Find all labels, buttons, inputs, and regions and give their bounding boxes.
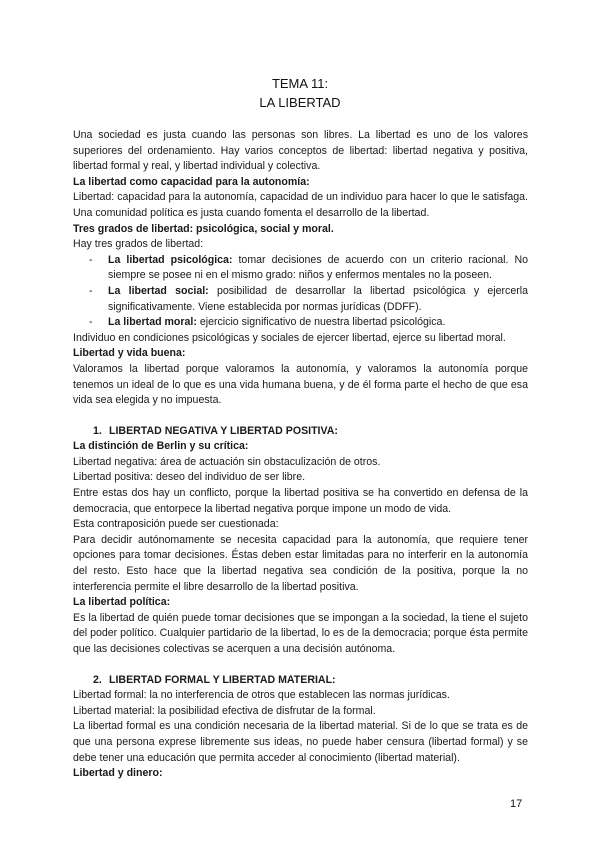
document-title bbox=[0, 74, 600, 112]
money-heading: Libertad y dinero: bbox=[73, 767, 163, 780]
list-item-term: La libertad moral: bbox=[108, 316, 197, 329]
degrees-closing: Individuo en condiciones psicológicas y sociales de ejercer libertad, ejerce su libertad moral. bbox=[73, 331, 506, 344]
negative-liberty-definition: Libertad negativa: área de actuación sin obstaculización de otros. bbox=[73, 455, 381, 468]
degrees-list bbox=[73, 253, 528, 331]
section-number: 1. bbox=[93, 424, 102, 437]
list-item bbox=[73, 284, 528, 315]
list-item-term: La libertad psicológica: bbox=[108, 253, 233, 266]
good-life-paragraph: Valoramos la libertad porque valoramos la autonomía, y valoramos la autonomía porque tenemos un ideal de lo que es una vida humana buena, y de él forma parte el hecho de que esa vida sea elegida y no impuesta. bbox=[73, 362, 528, 407]
section-title: LIBERTAD FORMAL Y LIBERTAD MATERIAL: bbox=[109, 673, 336, 686]
political-liberty-paragraph: Es la libertad de quién puede tomar decisiones que se impongan a la sociedad, la tiene el sujeto del poder político. Cualquier partidario de la libertad, lo es de la democracia; porque ésta permite que las decisiones colectivas se acerquen a una decisión autónoma. bbox=[73, 611, 528, 655]
autonomy-paragraph: Para decidir autónomamente se necesita capacidad para la autonomía, que requiere tener opciones para tomar decisiones. Éstas deben estar limitadas para no interferir en la autonomía del resto. Esto hace que la libertad negativa sea condición de la positiva, porque la no interferencia permite el libre desarrollo de la libertad positiva. bbox=[73, 533, 528, 593]
page-number: 17 bbox=[510, 798, 523, 810]
list-item-text: posibilidad de desarrollar la libertad psicológica y ejercerla significativamente. Viene establecida por normas jurídicas (DDFF). bbox=[108, 284, 529, 313]
degrees-lead: Hay tres grados de libertad: bbox=[73, 238, 204, 251]
positive-liberty-definition: Libertad positiva: deseo del individuo de ser libre. bbox=[73, 471, 306, 484]
political-liberty-heading: La libertad política: bbox=[73, 596, 171, 609]
questioning-lead: Esta contraposición puede ser cuestionada: bbox=[73, 518, 279, 531]
material-liberty-definition: Libertad material: la posibilidad efectiva de disfrutar de la formal. bbox=[73, 704, 376, 717]
title-line-1: TEMA 11: bbox=[271, 76, 329, 91]
conflict-paragraph: Entre estas dos hay un conflicto, porque la libertad positiva se ha convertido en defensa de la democracia, que entorpece la libertad negativa porque impone un modo de vida. bbox=[73, 487, 528, 515]
berlin-heading: La distinción de Berlin y su crítica: bbox=[73, 440, 249, 453]
capacity-paragraph: Libertad: capacidad para la autonomía, capacidad de un individuo para hacer lo que le satisfaga. Una comunidad política es justa cuando fomenta el desarrollo de la libertad. bbox=[73, 191, 528, 219]
capacity-heading: La libertad como capacidad para la autonomía: bbox=[73, 175, 310, 188]
dash-bullet: - bbox=[89, 253, 93, 266]
section-number: 2. bbox=[93, 673, 102, 686]
list-item bbox=[73, 315, 528, 331]
good-life-heading: Libertad y vida buena: bbox=[73, 347, 186, 360]
degrees-heading: Tres grados de libertad: psicológica, social y moral. bbox=[73, 222, 334, 235]
section-2-heading bbox=[73, 673, 528, 689]
intro-paragraph: Una sociedad es justa cuando las personas son libres. La libertad es uno de los valores superiores del ordenamiento. Hay varios conceptos de libertad: libertad negativa y positiva, libertad formal y real, y libertad individual y colectiva. bbox=[73, 129, 528, 173]
list-item-term: La libertad social: bbox=[108, 284, 209, 297]
section-title: LIBERTAD NEGATIVA Y LIBERTAD POSITIVA: bbox=[109, 424, 338, 437]
dash-bullet: - bbox=[89, 316, 93, 329]
section-1-heading bbox=[73, 424, 528, 440]
list-item bbox=[73, 253, 528, 284]
dash-bullet: - bbox=[89, 284, 93, 297]
title-line-2: LA LIBERTAD bbox=[259, 95, 341, 110]
formal-material-paragraph: La libertad formal es una condición necesaria de la libertad material. Si de lo que se trata es de que una persona exprese libremente sus ideas, no puede haber censura (libertad formal) y se debe tener una educación que permita acceder al conocimiento (libertad material). bbox=[73, 720, 528, 764]
list-item-text: tomar decisiones de acuerdo con un criterio racional. No siempre se posee ni en el mismo grado: niños y enfermos mentales no la poseen. bbox=[108, 253, 528, 282]
list-item-text: ejercicio significativo de nuestra libertad psicológica. bbox=[196, 316, 446, 329]
formal-liberty-definition: Libertad formal: la no interferencia de otros que establecen las normas jurídicas. bbox=[73, 689, 450, 702]
document-body bbox=[73, 128, 528, 782]
